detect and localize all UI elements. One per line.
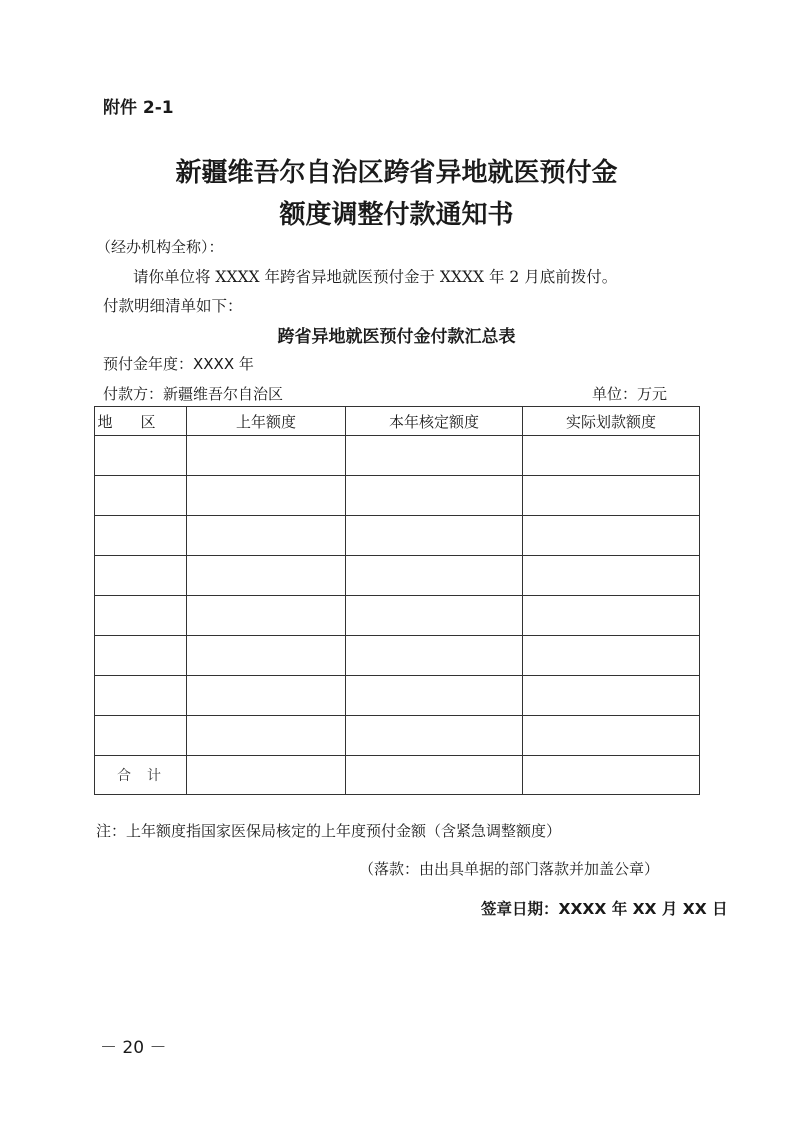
table-cell xyxy=(523,436,700,476)
table-cell xyxy=(346,556,523,596)
sign-date: 签章日期：XXXX 年 XX 月 XX 日 xyxy=(481,900,728,918)
payment-summary-table xyxy=(94,406,700,795)
table-cell xyxy=(346,716,523,756)
table-row xyxy=(95,716,700,756)
signature-instruction: （落款：由出具单据的部门落款并加盖公章） xyxy=(359,860,660,878)
table-cell xyxy=(187,476,346,516)
page-number: － 20 － xyxy=(100,1038,167,1058)
unit-label: 单位：万元 xyxy=(592,385,668,403)
table-cell xyxy=(523,516,700,556)
table-row xyxy=(95,476,700,516)
table-row xyxy=(95,676,700,716)
table-cell xyxy=(95,676,187,716)
table-cell xyxy=(187,636,346,676)
table-cell xyxy=(523,596,700,636)
table-cell xyxy=(346,516,523,556)
table-cell xyxy=(95,556,187,596)
body-paragraph-line-2: 付款明细清单如下： xyxy=(103,297,243,315)
table-cell xyxy=(523,556,700,596)
table-cell xyxy=(187,556,346,596)
body-paragraph-line-1: 请你单位将 XXXX 年跨省异地就医预付金于 XXXX 年 2 月底前拨付。 xyxy=(133,268,618,286)
table-cell xyxy=(523,636,700,676)
table-row xyxy=(95,556,700,596)
table-cell xyxy=(187,756,346,795)
footnote: 注：上年额度指国家医保局核定的上年度预付金额（含紧急调整额度） xyxy=(96,822,562,840)
table-cell xyxy=(95,516,187,556)
table-cell xyxy=(523,716,700,756)
table-total-row xyxy=(95,756,700,795)
table-cell xyxy=(523,676,700,716)
column-header-approved-amount: 本年核定额度 xyxy=(346,407,523,436)
table-row xyxy=(95,516,700,556)
table-cell xyxy=(346,636,523,676)
table-cell xyxy=(346,436,523,476)
table-cell xyxy=(346,476,523,516)
table-title: 跨省异地就医预付金付款汇总表 xyxy=(277,327,516,347)
table-cell xyxy=(346,756,523,795)
column-header-region: 地区 xyxy=(95,407,187,436)
attachment-label: 附件 2-1 xyxy=(103,98,174,118)
table-row xyxy=(95,436,700,476)
table-cell xyxy=(95,636,187,676)
payer: 付款方：新疆维吾尔自治区 xyxy=(103,385,284,403)
table-cell xyxy=(187,676,346,716)
document-title-line-1: 新疆维吾尔自治区跨省异地就医预付金 xyxy=(175,158,618,188)
table-cell xyxy=(95,476,187,516)
table-cell xyxy=(95,716,187,756)
table-row xyxy=(95,596,700,636)
table-cell xyxy=(346,676,523,716)
table-cell xyxy=(523,756,700,795)
column-header-last-year-amount: 上年额度 xyxy=(187,407,346,436)
table-row xyxy=(95,636,700,676)
table-cell xyxy=(187,596,346,636)
total-label: 合计 xyxy=(95,756,187,795)
table-cell xyxy=(95,436,187,476)
advance-year: 预付金年度：XXXX 年 xyxy=(103,355,254,373)
table-cell xyxy=(346,596,523,636)
table-cell xyxy=(187,716,346,756)
column-header-actual-transfer: 实际划款额度 xyxy=(523,407,700,436)
table-cell xyxy=(187,516,346,556)
table-header-row xyxy=(95,407,700,436)
addressee: （经办机构全称）： xyxy=(96,238,224,256)
table-cell xyxy=(95,596,187,636)
table-cell xyxy=(187,436,346,476)
table-cell xyxy=(523,476,700,516)
document-title-line-2: 额度调整付款通知书 xyxy=(279,200,514,230)
